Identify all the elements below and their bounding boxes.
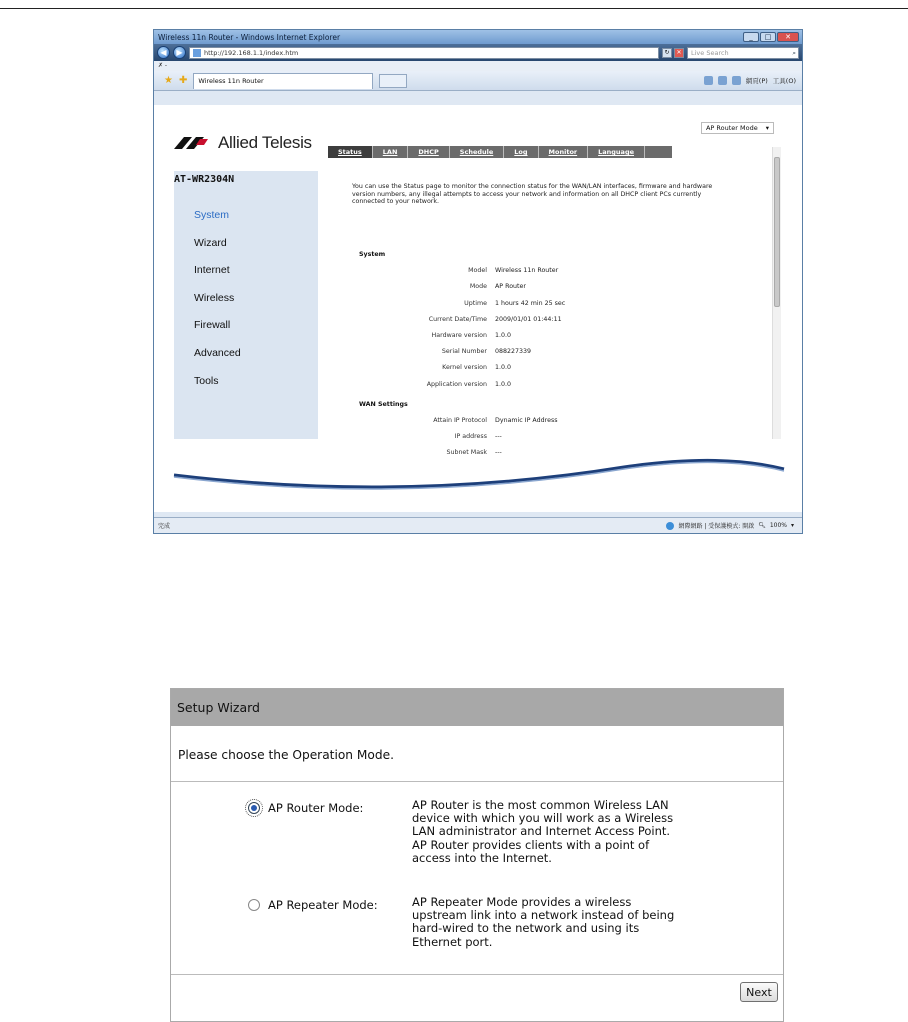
mode-select-value: AP Router Mode [705,124,758,132]
operation-mode-select[interactable] [701,122,774,134]
favorites-star-icon[interactable]: ★ [164,75,173,86]
ie-window [153,29,803,534]
window-controls [743,32,799,42]
decorative-wave [174,455,784,495]
option-label: AP Repeater Mode: [268,898,378,912]
description-line: upstream link into a network instead of being [412,908,675,923]
status-key: Hardware version [431,332,487,339]
status-value: 1.0.0 [495,364,512,372]
status-value: --- [495,449,502,457]
live-search-input[interactable] [687,47,799,59]
maximize-button[interactable]: □ [760,32,776,42]
zoom-level[interactable]: 100% [769,522,787,529]
tab-row [154,71,802,91]
brand-logo [174,133,312,153]
status-key: Application version [426,380,487,388]
status-row [359,267,679,274]
status-row [359,433,679,440]
tab-lan[interactable]: LAN [373,146,409,158]
scrollbar-thumb[interactable] [774,157,780,307]
status-left-text: 完成 [158,523,171,530]
status-details [359,251,769,457]
feeds-icon[interactable] [718,76,727,85]
tab-log[interactable]: Log [504,146,538,158]
description-line: Ethernet port. [412,934,493,949]
search-icon[interactable]: ⌕ [792,48,796,57]
tab-wireless-router[interactable] [193,73,373,89]
tab-monitor[interactable]: Monitor [539,146,589,158]
status-value: 1.0.0 [495,332,512,339]
chevron-down-icon: ▾ [765,124,769,132]
status-key: Kernel version [442,364,487,372]
status-key: Mode [469,283,487,291]
status-value: AP Router [495,283,526,291]
ap-repeater-mode-option[interactable] [248,898,378,912]
radio-button[interactable] [248,899,260,911]
chevron-down-icon[interactable]: ▾ [790,522,794,529]
ap-router-mode-option[interactable] [248,801,363,815]
new-tab-button[interactable] [379,74,407,88]
status-intro-text: You can use the Status page to monitor the connection status for the WAN/LAN interfaces, firmware and hardware version numbers, any illegal attempts to access your network and information on all DHCP client PCs currently connected to your network. [352,183,713,205]
refresh-icon[interactable]: ↻ [662,48,672,58]
ie-status-bar [154,517,802,533]
internet-zone-icon [666,522,674,530]
description-line: AP Router is the most common Wireless LAN [412,798,669,812]
wizard-prompt: Please choose the Operation Mode. [171,726,783,782]
router-nav-tabs [328,146,672,158]
tab-label: Wireless 11n Router [198,76,264,85]
status-row [359,381,679,388]
live-search-placeholder: Live Search [691,48,729,57]
back-arrow-icon[interactable]: ◀ [157,46,170,59]
side-menu [194,209,241,402]
wizard-footer [171,975,783,1021]
tab-status[interactable]: Status [328,146,373,158]
status-key: IP address [454,433,487,441]
page-menu[interactable]: 網頁(P) [745,77,768,85]
radio-button[interactable] [248,802,260,814]
home-icon[interactable] [704,76,713,85]
sidebar-item-system[interactable]: System [194,209,230,221]
command-bar [704,76,796,85]
page-top-rule [0,8,908,9]
close-button[interactable]: ✕ [777,32,799,42]
status-key: Uptime [464,299,487,307]
ie-menu-row: ✗ - [154,61,802,71]
wizard-options [171,782,783,975]
status-value: 1.0.0 [495,380,512,388]
allied-telesis-logo-icon [174,135,214,151]
add-favorites-icon[interactable]: ✚ [178,75,188,86]
status-key: Attain IP Protocol [433,417,487,424]
print-icon[interactable] [732,76,741,85]
status-key: Model [468,267,487,275]
status-row [359,316,679,323]
minimize-button[interactable]: _ [743,32,759,42]
option-description [412,799,712,865]
status-value: 2009/01/01 01:44:11 [495,315,562,323]
sidebar-item-internet[interactable]: Internet [194,264,230,277]
status-row [359,283,679,290]
status-right [666,521,802,530]
status-key: Current Date/Time [428,315,487,323]
status-value: 1 hours 42 min 25 sec [495,299,566,307]
description-line: LAN administrator and Internet Access Point. [412,824,671,839]
description-line: AP Router provides clients with a point of [412,837,650,852]
description-line: hard-wired to the network and using its [412,921,640,936]
tools-menu[interactable]: 工具(O) [772,77,796,85]
status-row [359,300,679,307]
wizard-title: Setup Wizard [171,689,783,726]
status-value: --- [495,433,502,441]
address-row [154,44,802,61]
stop-icon[interactable]: ✕ [674,48,684,58]
system-heading: System [359,251,386,258]
option-label: AP Router Mode: [268,801,364,815]
status-row [359,417,679,424]
status-key: Serial Number [441,348,487,356]
model-name: AT-WR2304N [174,174,235,185]
address-bar[interactable] [189,47,659,59]
vertical-scrollbar[interactable] [772,147,781,439]
page-icon [193,49,201,57]
status-value: Dynamic IP Address [495,417,558,424]
sidebar-item-wireless[interactable]: Wireless [194,291,235,304]
zone-text: 網際網路 | 受保護模式: 開啟 [678,523,755,530]
tab-language[interactable]: Language [588,146,645,158]
brand-name: Allied Telesis [218,133,312,152]
status-row [359,364,679,371]
status-key: Subnet Mask [446,449,487,457]
address-url: http://192.168.1.1/index.htm [204,48,299,57]
tab-schedule[interactable]: Schedule [450,146,505,158]
description-line: access into the Internet. [412,850,552,865]
window-title: Wireless 11n Router - Windows Internet Explorer [158,32,341,42]
setup-wizard-panel [170,688,784,1022]
description-line: device with which you will work as a Wireless [412,811,674,826]
status-value: 088227339 [495,348,532,356]
sidebar-item-advanced[interactable]: Advanced [194,346,241,359]
sidebar-item-tools[interactable]: Tools [194,374,219,387]
window-titlebar [154,30,802,44]
next-button[interactable]: Next [740,982,778,1002]
zoom-icon: 🔍︎ [758,522,766,529]
tab-dhcp[interactable]: DHCP [408,146,449,158]
sidebar-item-firewall[interactable]: Firewall [194,319,231,332]
status-row [359,348,679,355]
address-buttons [662,48,684,58]
router-page [154,105,802,512]
sidebar-item-wizard[interactable]: Wizard [194,236,227,249]
status-row [359,332,679,339]
status-value: Wireless 11n Router [495,267,559,275]
option-description [412,896,712,949]
description-line: AP Repeater Mode provides a wireless [412,895,632,909]
forward-arrow-icon[interactable]: ▶ [173,46,186,59]
wan-heading: WAN Settings [359,400,408,408]
